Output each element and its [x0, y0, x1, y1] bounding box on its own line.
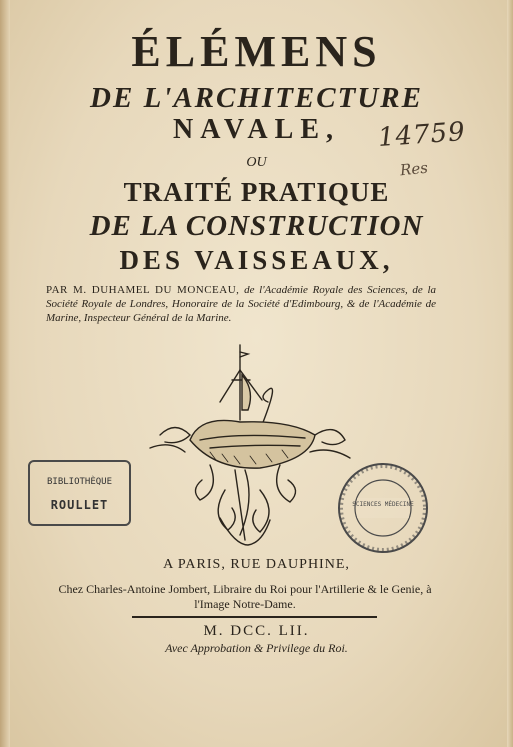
library-stamp-line-2: ROULLET [50, 498, 109, 512]
imprint-date: M. DCC. LII. [203, 623, 310, 639]
subtitle-line-3: DES VAISSEAUX, [119, 245, 394, 275]
imprint-rule-top [132, 616, 377, 618]
imprint-place: A PARIS, RUE DAUPHINE, [163, 557, 350, 572]
university-library-stamp [337, 462, 429, 554]
author-name: PAR M. DUHAMEL DU MONCEAU, [46, 284, 240, 296]
subtitle-line-1: TRAITÉ PRATIQUE [123, 177, 390, 207]
author-affiliations: de l'Académie Royale des Sciences, de la Société Royale de Londres, Honoraire de la Société d'Edimbourg, & de l'Académie de Marine, Inspecteur Général de la Marine. [46, 284, 436, 324]
library-stamp-line-1: BIBLIOTHÈQUE [46, 477, 113, 487]
imprint-publisher: Chez Charles-Antoine Jombert, Libraire du Roi pour l'Artillerie & le Genie, à l'Image Notre-Dame. [58, 582, 432, 611]
imprint-approbation: Avec Approbation & Privilege du Roi. [165, 641, 348, 655]
title-line-1: ÉLÉMENS [131, 27, 382, 76]
library-stamp-roullet [28, 460, 131, 526]
title-conjunction: OU [246, 155, 267, 170]
university-stamp-text: SCIENCES MÉDECINE [352, 501, 414, 508]
handwritten-shelfmark: 14759 [377, 116, 467, 154]
title-line-2: DE L'ARCHITECTURE [90, 82, 423, 114]
author-statement [46, 283, 436, 325]
title-line-3: NAVALE, [172, 114, 340, 145]
handwritten-note: Res [399, 158, 429, 180]
ship-vignette-illustration [140, 340, 355, 550]
subtitle-line-2: DE LA CONSTRUCTION [89, 210, 424, 242]
